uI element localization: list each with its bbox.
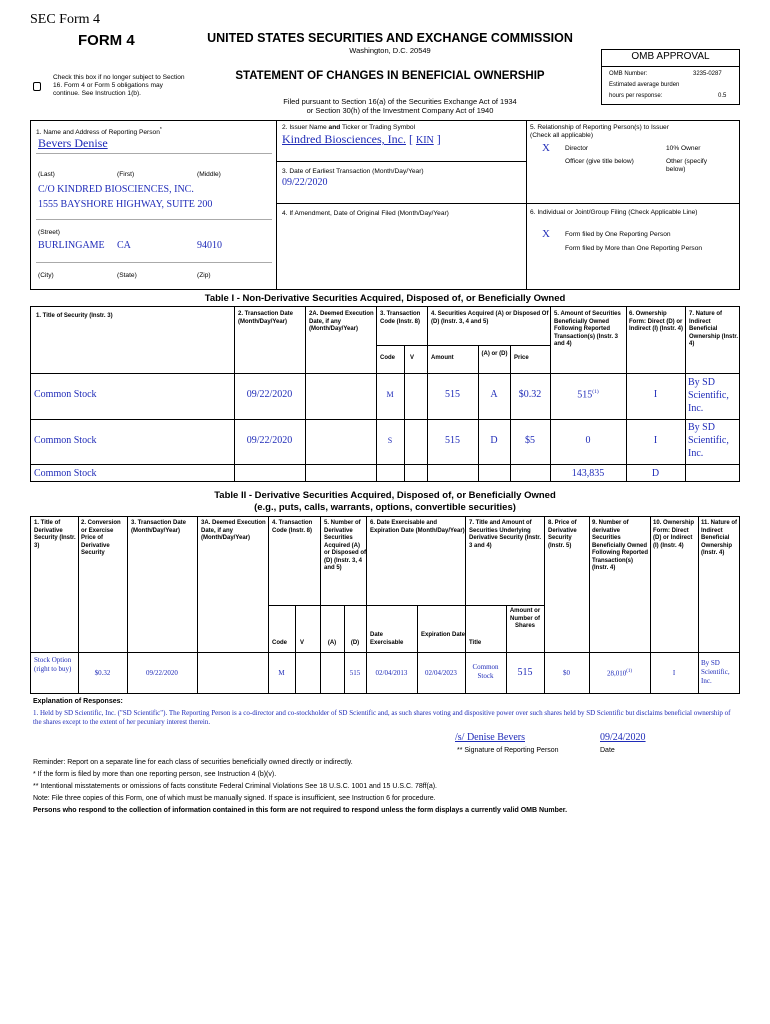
t2-r1-form: I xyxy=(672,669,676,677)
t1-r2-nature: By SD Scientific, Inc. xyxy=(688,422,729,459)
t1-r1-code: M xyxy=(386,390,394,399)
t2-d: (D) xyxy=(350,640,360,646)
t2-date-exercisable: Date Exercisable xyxy=(370,632,404,646)
signature-label: ** Signature of Reporting Person xyxy=(457,747,559,754)
zip-value: 94010 xyxy=(197,240,222,251)
statement-title: STATEMENT OF CHANGES IN BENEFICIAL OWNERSHIP xyxy=(235,70,545,82)
multiple-persons-label: Form filed by More than One Reporting Person xyxy=(565,245,703,252)
t1-h4: 4. Securities Acquired (A) or Disposed Of (D) (Instr. 3, 4 and 5) xyxy=(431,311,549,325)
director-label: Director xyxy=(565,145,589,152)
t1-r1-nature: By SD Scientific, Inc. xyxy=(688,377,729,414)
t1-r1-date: 09/22/2020 xyxy=(246,389,293,400)
t1-r1-ad: A xyxy=(490,389,498,400)
location: Washington, D.C. 20549 xyxy=(349,46,431,55)
omb-number-value: 3235-0287 xyxy=(693,71,722,77)
t2-h9: 9. Number of derivative Securities Beneficially Owned Following Reported Transaction(s) (Instr. 4) xyxy=(592,520,648,571)
earliest-transaction-date: 09/22/2020 xyxy=(282,177,328,188)
t1-r3-owned: 143,835 xyxy=(571,468,605,479)
reporting-person-name: Bevers Denise xyxy=(38,136,108,150)
issuer-name-row: Kindred Biosciences, Inc. [ KIN ] xyxy=(282,132,441,146)
t2-h8: 8. Price of Derivative Security (Instr. 5) xyxy=(548,520,577,549)
signature-name: /s/ Denise Bevers xyxy=(455,732,525,743)
state-value: CA xyxy=(117,240,131,251)
agency-title: UNITED STATES SECURITIES AND EXCHANGE COMMISSION xyxy=(207,31,573,45)
omb-number-label: OMB Number: xyxy=(609,71,648,77)
t1-h1: 1. Title of Security (Instr. 3) xyxy=(36,313,113,319)
footer-note-3: Note: File three copies of this Form, one of which must be manually signed. If space is insufficient, see Instruction 6 for procedure. xyxy=(33,795,436,802)
section16-checkbox[interactable] xyxy=(33,82,41,91)
omb-hours-label: hours per response: xyxy=(609,93,663,99)
t1-r1-owned: 515$^{(1)}$ xyxy=(577,389,599,401)
t2-title: Title xyxy=(469,640,482,646)
t1-r2-title: Common Stock xyxy=(34,435,97,446)
t2-h11: 11. Nature of Indirect Beneficial Ownership (Instr. 4) xyxy=(701,520,738,556)
address-line2: 1555 BAYSHORE HIGHWAY, SUITE 200 xyxy=(38,199,213,210)
table2-title1: Table II - Derivative Securities Acquired, Disposed of, or Beneficially Owned xyxy=(214,490,556,501)
footnote-1: 1. Held by SD Scientific, Inc. ("SD Scientific"). The Reporting Person is a co-director and co-stockholder of SD Scientific and, as such shares voting and dispositive power over such shares held by SD Scientific but disclaims beneficial ownership of the shares except to the extent of her pecuniary interest therein. xyxy=(33,709,731,726)
footer-note-1: * If the form is filed by more than one reporting person, see Instruction 4 (b)(v). xyxy=(33,771,277,778)
t2-r1-date: 09/22/2020 xyxy=(146,669,178,677)
t2-r1-shares: 515 xyxy=(517,667,533,678)
t1-h2: 2. Transaction Date (Month/Day/Year) xyxy=(238,311,294,325)
ten-percent-owner-label: 10% Owner xyxy=(666,145,701,152)
t2-expiration: Expiration Date xyxy=(421,632,466,638)
ticker-link[interactable]: KIN xyxy=(415,135,434,146)
t2-h5: 5. Number of Derivative Securities Acquired (A) or Disposed of (D) (Instr. 3, 4 and 5) xyxy=(324,520,367,571)
t1-amount: Amount xyxy=(431,355,454,361)
box4-label: 4. If Amendment, Date of Original Filed (Month/Day/Year) xyxy=(282,210,449,217)
t1-h3: 3. Transaction Code (Instr. 8) xyxy=(380,311,421,325)
t2-r1-title: Common Stock xyxy=(472,663,499,680)
t1-h2a: 2A. Deemed Execution Date, if any (Month/Day/Year) xyxy=(309,311,374,332)
zip-label: (Zip) xyxy=(197,272,211,279)
filed-line1: Filed pursuant to Section 16(a) of the Securities Exchange Act of 1934 xyxy=(283,97,517,106)
t1-r1-amount: 515 xyxy=(445,389,460,400)
t2-h7: 7. Title and Amount of Securities Underlying Derivative Security (Instr. 3 and 4) xyxy=(469,520,542,549)
t1-h7: 7. Nature of Indirect Beneficial Ownership (Instr. 4) xyxy=(689,311,739,347)
t1-r1-price: $0.32 xyxy=(518,389,542,400)
t2-r1-nature: By SD Scientific, Inc. xyxy=(701,659,730,685)
t1-r2-form: I xyxy=(653,435,658,446)
footer-reminder: Reminder: Report on a separate line for each class of securities beneficially owned directly or indirectly. xyxy=(33,759,353,766)
t2-r1-conversion: $0.32 xyxy=(94,669,111,677)
officer-label: Officer (give title below) xyxy=(565,158,634,165)
date-label: Date xyxy=(600,747,615,754)
t1-r2-date: 09/22/2020 xyxy=(246,435,293,446)
box5-label1: 5. Relationship of Reporting Person(s) to Issuer xyxy=(530,124,669,131)
t1-r3-title: Common Stock xyxy=(34,468,97,479)
t1-r2-price: $5 xyxy=(525,435,535,446)
t2-h2: 2. Conversion or Exercise Price of Derivative Security xyxy=(81,520,121,556)
doc-label: SEC Form 4 xyxy=(30,12,101,27)
other-label: Other (specify below) xyxy=(666,158,708,173)
t1-code: Code xyxy=(380,355,395,361)
one-person-mark[interactable]: X xyxy=(542,228,550,240)
one-person-label: Form filed by One Reporting Person xyxy=(565,231,671,238)
t2-r1-security: Stock Option (right to buy) xyxy=(34,656,72,673)
city-label: (City) xyxy=(38,272,54,279)
t2-a: (A) xyxy=(327,640,337,646)
t1-r2-code: S xyxy=(387,436,393,445)
t2-h10: 10. Ownership Form: Direct (D) or Indirect (I) (Instr. 4) xyxy=(653,520,695,549)
t2-h1: 1. Title of Derivative Security (Instr. 3) xyxy=(34,520,76,549)
address-line1: C/O KINDRED BIOSCIENCES, INC. xyxy=(38,184,194,195)
t2-r1-price: $0 xyxy=(563,669,570,677)
t2-h3: 3. Transaction Date (Month/Day/Year) xyxy=(131,520,187,534)
table2-title2: (e.g., puts, calls, warrants, options, convertible securities) xyxy=(254,502,516,513)
t1-r1-form: I xyxy=(653,389,658,400)
checkbox-note: Check this box if no longer subject to Section 16. Form 4 or Form 5 obligations may continue. See Instruction 1(b). xyxy=(53,74,185,97)
street-label: (Street) xyxy=(38,229,60,236)
footer-omb-note: Persons who respond to the collection of information contained in this form are not required to respond unless the form displays a currently valid OMB Number. xyxy=(33,807,568,814)
t1-price: Price xyxy=(514,355,529,361)
t1-h5: 5. Amount of Securities Beneficially Owned Following Reported Transaction(s) (Instr. 3 and 4) xyxy=(554,311,621,347)
t2-code: Code xyxy=(272,640,287,646)
omb-burden-label: Estimated average burden xyxy=(609,82,680,88)
box5-label2: (Check all applicable) xyxy=(530,132,594,139)
omb-title: OMB APPROVAL xyxy=(631,51,710,62)
t1-r3-form: D xyxy=(651,468,660,479)
table1-title: Table I - Non-Derivative Securities Acquired, Disposed of, or Beneficially Owned xyxy=(204,293,566,304)
first-label: (First) xyxy=(117,171,135,178)
box2-label: 2. Issuer Name and Ticker or Trading Symbol xyxy=(282,124,416,131)
t1-r2-owned: 0 xyxy=(585,435,591,446)
t2-r1-owned: 28,010$^{(1)}$ xyxy=(606,669,633,678)
t2-r1-exercisable: 02/04/2013 xyxy=(375,669,408,677)
footer-note-2: ** Intentional misstatements or omissions of facts constitute Federal Criminal Violations See 18 U.S.C. 1001 and 15 U.S.C. 78ff(a). xyxy=(33,783,437,790)
explanation-label: Explanation of Responses: xyxy=(33,698,123,705)
city-value: BURLINGAME xyxy=(38,240,105,251)
middle-label: (Middle) xyxy=(197,171,221,178)
box1-label: 1. Name and Address of Reporting Person* xyxy=(36,127,162,137)
t1-r2-ad: D xyxy=(490,435,498,446)
t2-amount: Amount or Number of Shares xyxy=(509,608,541,629)
t1-v: V xyxy=(410,355,415,361)
t1-aord: (A) or (D) xyxy=(481,351,508,357)
t2-h6: 6. Date Exercisable and Expiration Date (Month/Day/Year) xyxy=(370,520,465,534)
form-title: FORM 4 xyxy=(78,32,135,49)
t1-h6: 6. Ownership Form: Direct (D) or Indirect (I) (Instr. 4) xyxy=(629,311,684,332)
t1-r1-title: Common Stock xyxy=(34,389,97,400)
t2-h4: 4. Transaction Code (Instr. 8) xyxy=(272,520,313,534)
t2-r1-code: M xyxy=(278,669,285,677)
t2-r1-disposed: 515 xyxy=(349,669,361,677)
box3-label: 3. Date of Earliest Transaction (Month/Day/Year) xyxy=(282,168,424,175)
filed-line2: or Section 30(h) of the Investment Company Act of 1940 xyxy=(306,106,494,115)
omb-hours-value: 0.5 xyxy=(718,93,727,99)
signature-date: 09/24/2020 xyxy=(600,732,646,743)
box6-label: 6. Individual or Joint/Group Filing (Check Applicable Line) xyxy=(530,209,698,216)
t1-r2-amount: 515 xyxy=(445,435,460,446)
t2-r1-expiration: 02/04/2023 xyxy=(425,669,457,677)
director-mark[interactable]: X xyxy=(542,142,550,154)
t2-v: V xyxy=(300,640,305,646)
t2-h3a: 3A. Deemed Execution Date, if any (Month/Day/Year) xyxy=(201,520,266,541)
state-label: (State) xyxy=(117,272,137,279)
last-label: (Last) xyxy=(38,171,55,178)
issuer-name-link[interactable]: Kindred Biosciences, Inc. xyxy=(282,132,406,146)
